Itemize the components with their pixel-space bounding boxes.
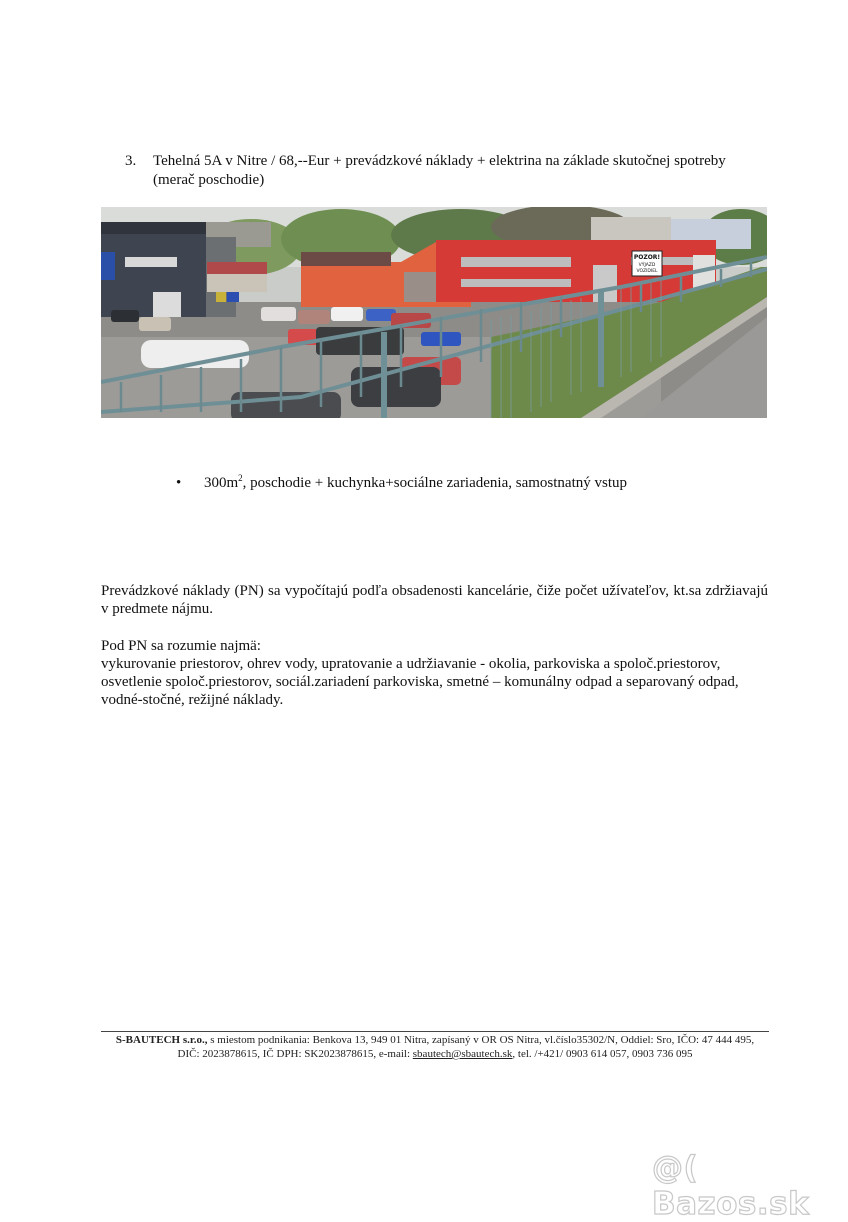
footer-tax-ids: DIČ: 2023878615, IČ DPH: SK2023878615, e-mail: xyxy=(177,1048,413,1060)
svg-text:VOZIDIEL: VOZIDIEL xyxy=(636,269,658,274)
bullet-item xyxy=(176,474,627,493)
svg-text:POZOR!: POZOR! xyxy=(633,254,661,261)
item-text: Tehelná 5A v Nitre / 68,--Eur + prevádzkové náklady + elektrina na základe skutočnej spotreby (merač poschodie) xyxy=(153,153,726,188)
svg-text:VÝJAZD: VÝJAZD xyxy=(638,263,656,268)
footer-line-1 xyxy=(101,1033,769,1047)
details-line: vodné-stočné, režijné náklady. xyxy=(101,692,284,708)
footer-line-2 xyxy=(101,1047,769,1061)
footer-address: s miestom podnikania: Benkova 13, 949 01 Nitra, zapísaný v OR OS Nitra, vl.číslo35302/N, Oddiel: Sro, IČO: 47 444 495, xyxy=(207,1034,755,1046)
company-name: S-BAUTECH s.r.o., xyxy=(115,1034,208,1046)
details-line: osvetlenie spoloč.priestorov, sociál.zariadení parkoviska, smetné – komunálny odpad a separovaný odpad, xyxy=(101,674,739,690)
footer-phones: , tel. /+421/ 0903 614 057, 0903 736 095 xyxy=(512,1048,693,1060)
email-link[interactable]: sbautech@sbautech.sk xyxy=(412,1048,513,1060)
operating-costs-paragraph: Prevádzkové náklady (PN) sa vypočítajú podľa obsadenosti kancelárie, čiže počet užívateľov, kt.sa zdržiavajú v predmete nájmu. xyxy=(101,583,768,617)
footer-divider xyxy=(101,1031,769,1032)
area-superscript: 2 xyxy=(238,473,243,483)
item-number: 3. xyxy=(125,153,137,169)
property-photo xyxy=(101,207,767,418)
bullet-icon: • xyxy=(176,475,182,491)
numbered-item-3 xyxy=(125,152,765,190)
bullet-text: , poschodie + kuchynka+sociálne zariadenia, samostnatný vstup xyxy=(242,475,627,491)
area-value: 300m xyxy=(204,475,239,491)
bazos-watermark: @( Bazos.sk xyxy=(652,1150,810,1222)
details-heading: Pod PN sa rozumie najmä: xyxy=(101,638,261,654)
company-footer xyxy=(101,1033,769,1061)
details-line: vykurovanie priestorov, ohrev vody, upratovanie a udržiavanie - okolia, parkoviska a spoloč.priestorov, xyxy=(101,656,721,672)
operating-costs-details xyxy=(101,637,768,709)
